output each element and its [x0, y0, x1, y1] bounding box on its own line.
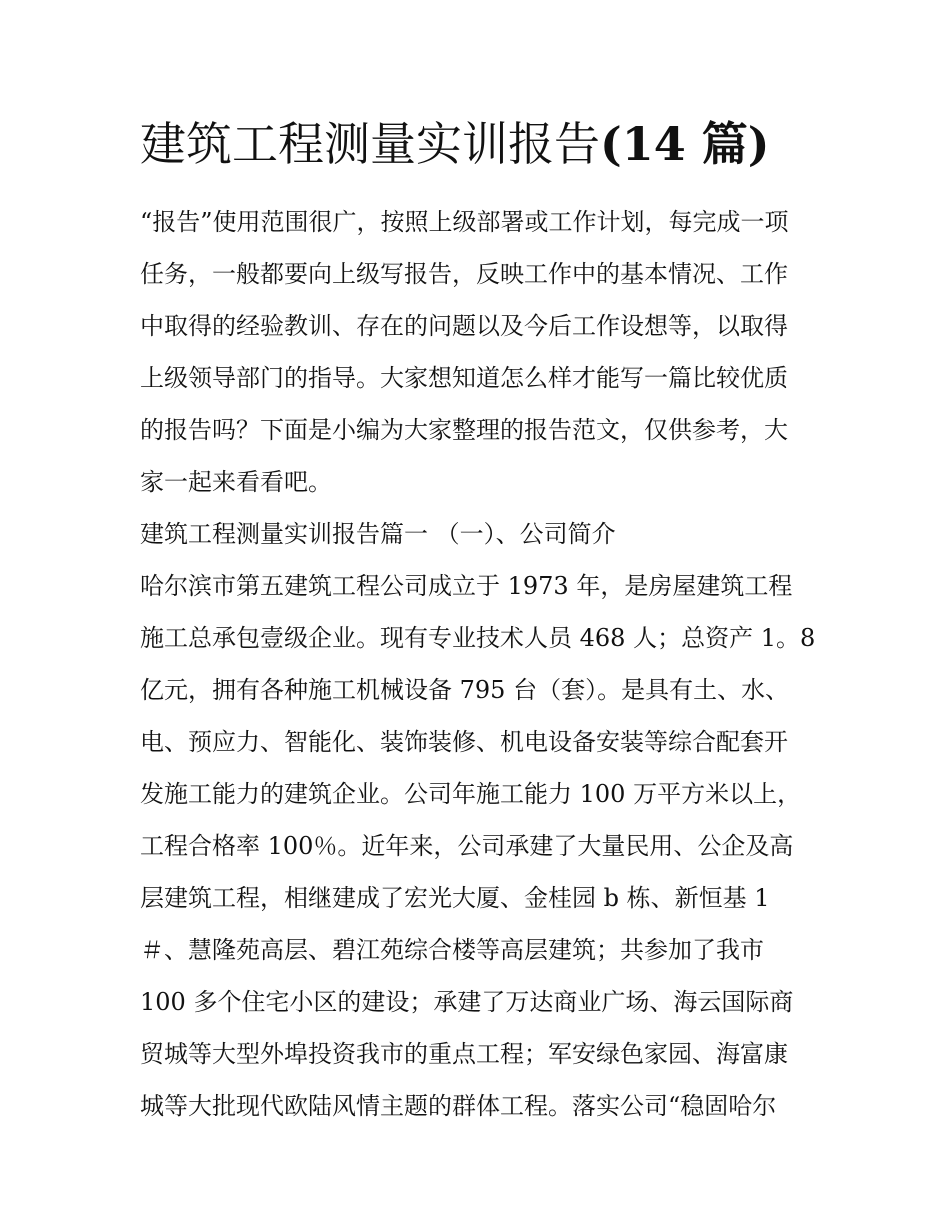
body-line: 中取得的经验教训、存在的问题以及今后工作设想等，以取得 [140, 312, 788, 340]
body-line: “报告”使用范围很广，按照上级部署或工作计划，每完成一项 [140, 208, 789, 236]
body-line: 任务，一般都要向上级写报告，反映工作中的基本情况、工作 [140, 260, 788, 288]
body-line: ＃、慧隆苑高层、碧江苑综合楼等高层建筑；共参加了我市 [140, 936, 764, 964]
body-line: 上级领导部门的指导。大家想知道怎么样才能写一篇比较优质 [140, 364, 788, 392]
body-line: 哈尔滨市第五建筑工程公司成立于 1973 年，是房屋建筑工程 [140, 572, 793, 600]
body-line: 发施工能力的建筑企业。公司年施工能力 100 万平方米以上， [140, 780, 802, 808]
body-line: 贸城等大型外埠投资我市的重点工程；军安绿色家园、海富康 [140, 1040, 788, 1068]
body-line: 工程合格率 100％。近年来，公司承建了大量民用、公企及高 [140, 832, 794, 860]
body-line: 层建筑工程，相继建成了宏光大厦、金桂园 b 栋、新恒基 1 [140, 884, 770, 912]
body-line: 100 多个住宅小区的建设；承建了万达商业广场、海云国际商 [140, 988, 794, 1016]
body-line: 亿元，拥有各种施工机械设备 795 台（套）。是具有土、水、 [140, 676, 790, 704]
body-line: 家一起来看看吧。 [140, 468, 332, 496]
title-text: 建筑工程测量实训报告 [140, 117, 600, 171]
section-heading: 建筑工程测量实训报告篇一 （一）、公司简介 [140, 520, 616, 548]
body-line: 城等大批现代欧陆风情主题的群体工程。落实公司“稳固哈尔 [140, 1092, 777, 1120]
title-count: (14 篇) [600, 117, 770, 171]
document-title [140, 112, 840, 176]
body-line: 电、预应力、智能化、装饰装修、机电设备安装等综合配套开 [140, 728, 788, 756]
body-line: 的报告吗？下面是小编为大家整理的报告范文，仅供参考，大 [140, 416, 788, 444]
document-body [140, 196, 820, 1132]
body-line: 施工总承包壹级企业。现有专业技术人员 468 人；总资产 1。8 [140, 624, 816, 652]
